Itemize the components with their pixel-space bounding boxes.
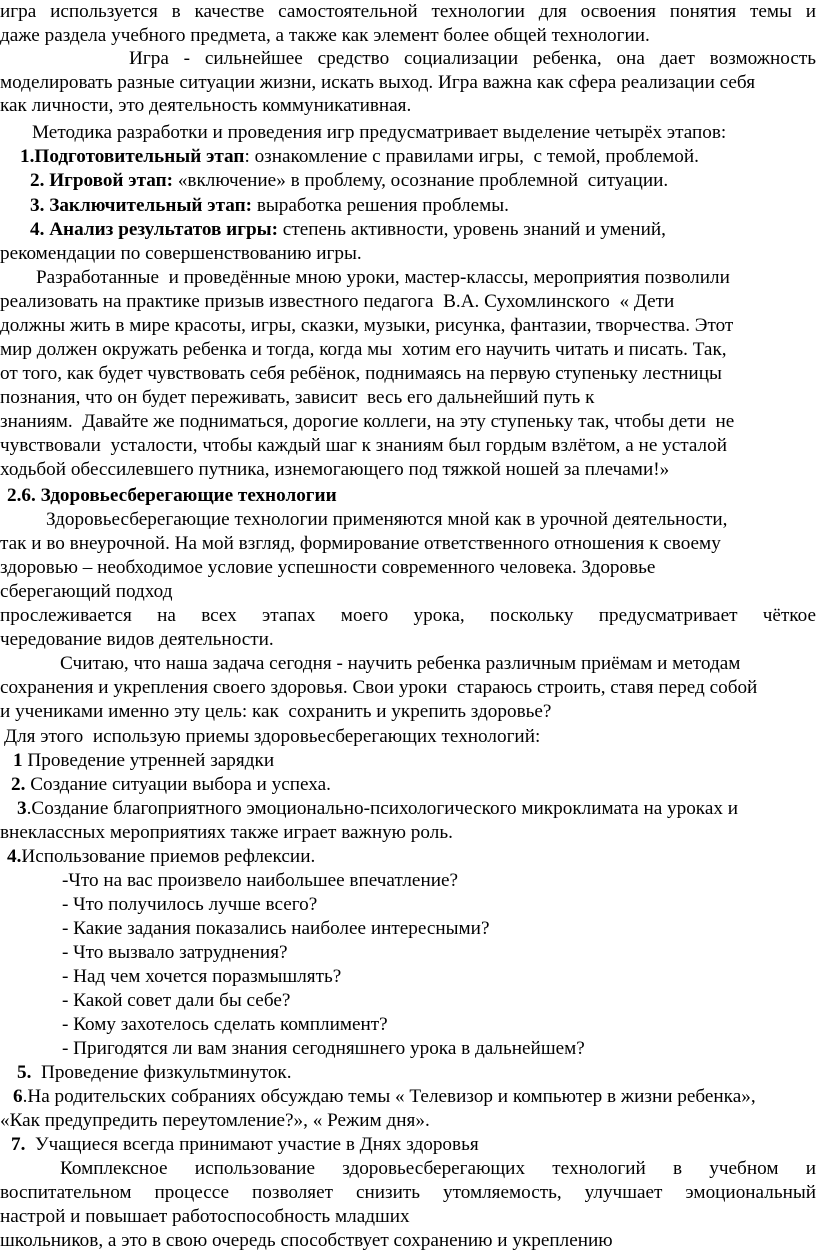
paragraph-line: чередование видов деятельности. bbox=[0, 629, 274, 650]
paragraph-line: сберегающий подход bbox=[0, 581, 173, 602]
word: урока, bbox=[413, 605, 465, 626]
list-number: 1 bbox=[13, 750, 23, 771]
paragraph-line: Комплексное использование здоровьесберегающих технологий в учебном и bbox=[60, 1158, 816, 1179]
paragraph-line: даже раздела учебного предмета, а также как элемент более общей технологии. bbox=[0, 24, 650, 46]
paragraph-line: моделировать разные ситуации жизни, искать выход. Игра важна как сфера реализации себя bbox=[0, 71, 756, 93]
list-text: Учащиеся всегда принимают участие в Днях здоровья bbox=[25, 1134, 479, 1155]
paragraph-line: должны жить в мире красоты, игры, сказки, музыки, рисунка, фантазии, творчества. Этот bbox=[0, 315, 734, 336]
paragraph-line bbox=[0, 604, 816, 628]
list-item-continued: внеклассных мероприятиях также играет важную роль. bbox=[0, 822, 453, 843]
list-item bbox=[0, 1133, 816, 1157]
list-number: 3 bbox=[17, 798, 27, 819]
reflection-question: - Какие задания показались наиболее интересными? bbox=[62, 918, 490, 939]
paragraph-line: настрой и повышает работоспособность младших bbox=[0, 1206, 410, 1227]
stage-text: : ознакомление с правилами игры, с темой, проблемой. bbox=[244, 146, 699, 167]
paragraph-line: ходьбой обессилевшего путника, изнемогающего под тяжкой ношей за плечами!» bbox=[0, 459, 670, 480]
word: на bbox=[157, 605, 176, 626]
paragraph-line: от того, как будет чувствовать себя ребёнок, поднимаясь на первую ступеньку лестницы bbox=[0, 363, 722, 384]
list-item-continued: «Как предупредить переутомление?», « Режим дня». bbox=[0, 1110, 430, 1131]
stage-item bbox=[0, 169, 816, 193]
paragraph-line: здоровью – необходимое условие успешности современного человека. Здоровье bbox=[0, 557, 656, 578]
paragraph-line: чувствовали усталости, чтобы каждый шаг к знаниям был гордым взлётом, а не усталой bbox=[0, 435, 727, 456]
word: этапах bbox=[262, 605, 316, 626]
stage-text: степень активности, уровень знаний и умений, bbox=[278, 219, 666, 240]
list-item bbox=[0, 797, 816, 821]
list-text: .На родительских собраниях обсуждаю темы « Телевизор и компьютер в жизни ребенка», bbox=[22, 1086, 756, 1107]
stage-item bbox=[0, 194, 816, 218]
paragraph-line: Здоровьесберегающие технологии применяются мной как в урочной деятельности, bbox=[46, 509, 728, 530]
stage-item-continued: рекомендации по совершенствованию игры. bbox=[0, 242, 362, 264]
list-number: 6 bbox=[13, 1086, 23, 1107]
paragraph-line: и учениками именно эту цель: как сохранить и укрепить здоровье? bbox=[0, 701, 552, 722]
paragraph-line: Методика разработки и проведения игр предусматривает выделение четырёх этапов: bbox=[32, 122, 727, 143]
paragraph-line: Разработанные и проведённые мною уроки, мастер-классы, мероприятия позволили bbox=[36, 267, 730, 288]
list-text: Использование приемов рефлексии. bbox=[21, 846, 316, 867]
list-number: 5. bbox=[17, 1062, 32, 1083]
paragraph-line: мир должен окружать ребенка и тогда, когда мы хотим его научить читать и писать. Так, bbox=[0, 339, 727, 360]
list-number: 4. bbox=[7, 846, 22, 867]
stage-text: «включение» в проблему, осознание проблемной ситуации. bbox=[173, 170, 669, 191]
list-text: Проведение физкультминуток. bbox=[31, 1062, 292, 1083]
word: поскольку bbox=[489, 605, 574, 626]
list-intro: Для этого использую приемы здоровьесберегающих технологий: bbox=[4, 726, 541, 747]
stage-label: 4. Анализ результатов игры: bbox=[30, 219, 278, 240]
section-heading: 2.6. Здоровьесберегающие технологии bbox=[7, 485, 337, 506]
list-number: 2. bbox=[11, 774, 26, 795]
word: чёткое bbox=[762, 605, 816, 626]
stage-item bbox=[0, 218, 816, 242]
paragraph-line: игра используется в качестве самостоятельной технологии для освоения понятия темы и bbox=[0, 1, 816, 22]
paragraph-line: реализовать на практике призыв известного педагога В.А. Сухомлинского « Дети bbox=[0, 291, 675, 312]
word: всех bbox=[201, 605, 237, 626]
list-item bbox=[0, 773, 816, 797]
paragraph-line: познания, что он будет переживать, зависит весь его дальнейший путь к bbox=[0, 387, 595, 408]
paragraph-line: как личности, это деятельность коммуникативная. bbox=[0, 95, 412, 116]
list-item bbox=[0, 1085, 816, 1109]
stage-label: 2. Игровой этап: bbox=[30, 170, 174, 191]
list-text: Проведение утренней зарядки bbox=[22, 750, 275, 771]
stage-text: выработка решения проблемы. bbox=[252, 195, 509, 216]
reflection-question: - Что вызвало затруднения? bbox=[62, 942, 288, 963]
word: предусматривает bbox=[598, 605, 738, 626]
paragraph-line: так и во внеурочной. На мой взгляд, формирование ответственного отношения к своему bbox=[0, 533, 721, 554]
reflection-question: -Что на вас произвело наибольшее впечатление? bbox=[62, 870, 459, 891]
list-text: Создание ситуации выбора и успеха. bbox=[25, 774, 331, 795]
reflection-question: - Что получилось лучше всего? bbox=[62, 894, 318, 915]
reflection-question: - Какой совет дали бы себе? bbox=[62, 990, 291, 1011]
paragraph-line: сохранения и укрепления своего здоровья. Свои уроки стараюсь строить, ставя перед собой bbox=[0, 677, 758, 698]
stage-label: 3. Заключительный этап: bbox=[30, 195, 253, 216]
list-item bbox=[0, 749, 816, 773]
reflection-question: - Над чем хочется поразмышлять? bbox=[62, 966, 342, 987]
reflection-question: - Пригодятся ли вам знания сегодняшнего урока в дальнейшем? bbox=[62, 1038, 585, 1059]
paragraph-line: воспитательном процессе позволяет снизить утомляемость, улучшает эмоциональный bbox=[0, 1182, 816, 1203]
paragraph-line: знаниям. Давайте же подниматься, дорогие коллеги, на эту ступеньку так, чтобы дети не bbox=[0, 411, 735, 432]
list-item bbox=[0, 845, 816, 869]
stage-label: 1.Подготовительный этап bbox=[20, 146, 245, 167]
word: прослеживается bbox=[0, 605, 132, 626]
paragraph-line: Считаю, что наша задача сегодня - научить ребенка различным приёмам и методам bbox=[60, 653, 741, 674]
paragraph-line: школьников, а это в свою очередь способствует сохранению и укреплению bbox=[0, 1230, 613, 1251]
list-text: .Создание благоприятного эмоционально-психологического микроклимата на уроках и bbox=[26, 798, 739, 819]
list-number: 7. bbox=[11, 1134, 26, 1155]
list-item bbox=[0, 1061, 816, 1085]
word: моего bbox=[340, 605, 389, 626]
stage-item bbox=[0, 145, 816, 169]
paragraph-line: Игра - сильнейшее средство социализации ребенка, она дает возможность bbox=[129, 48, 816, 69]
reflection-question: - Кому захотелось сделать комплимент? bbox=[62, 1014, 388, 1035]
